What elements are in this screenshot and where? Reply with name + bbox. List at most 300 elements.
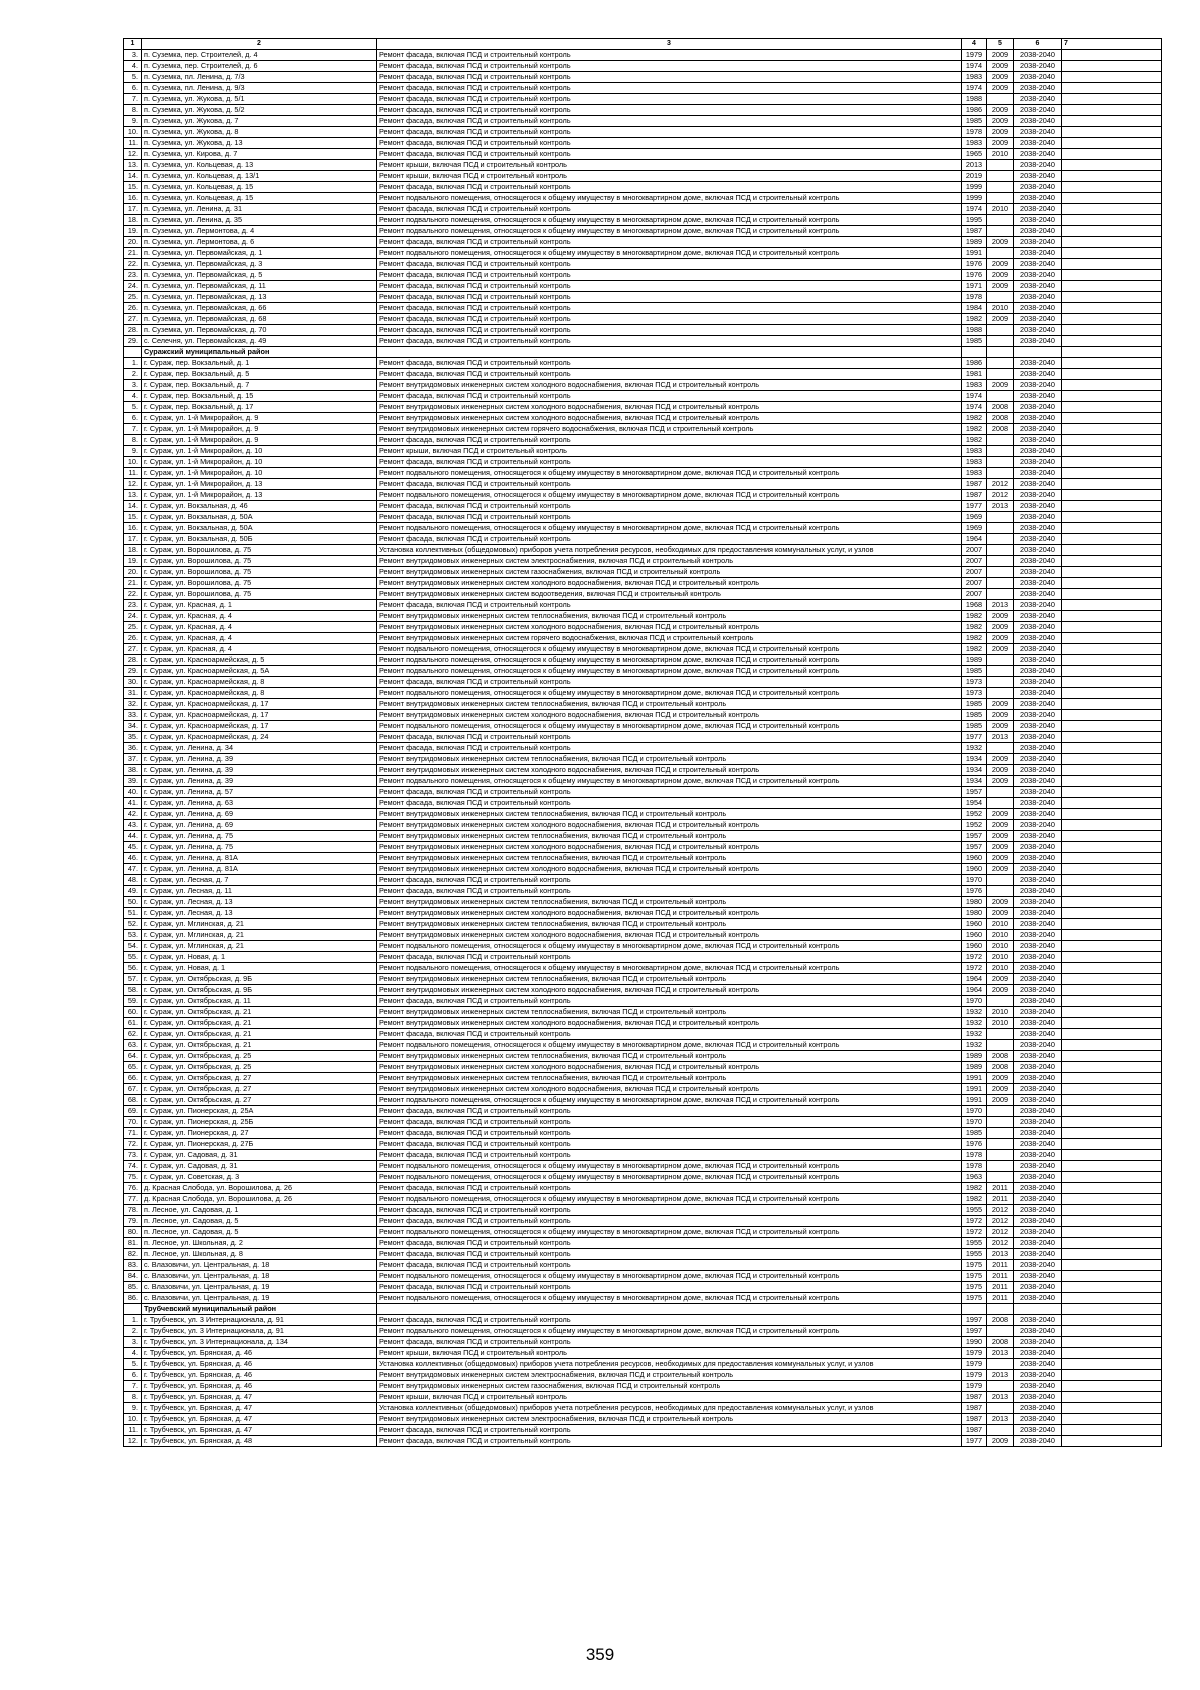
row-number-cell: 10.: [124, 1414, 142, 1425]
table-row: [124, 721, 1162, 732]
table-row: [124, 1172, 1162, 1183]
table-row: [124, 875, 1162, 886]
year-built-cell: 1983: [962, 457, 987, 468]
table-row: [124, 1040, 1162, 1051]
year-last-repair-cell: 2009: [987, 864, 1014, 875]
header-col-5: 5: [987, 39, 1014, 50]
planned-period-cell: 2038-2040: [1014, 50, 1062, 61]
row-number-cell: 11.: [124, 468, 142, 479]
year-last-repair-cell: 2009: [987, 259, 1014, 270]
address-cell: г. Сураж, ул. Садовая, д. 31: [142, 1150, 377, 1161]
address-cell: г. Сураж, ул. Красноармейская, д. 5: [142, 655, 377, 666]
empty-col-7-cell: [1062, 446, 1162, 457]
address-cell: г. Сураж, пер. Вокзальный, д. 7: [142, 380, 377, 391]
work-type-cell: Ремонт фасада, включая ПСД и строительный контроль: [377, 325, 962, 336]
table-row: [124, 897, 1162, 908]
table-row: [124, 1260, 1162, 1271]
empty-col-7-cell: [1062, 61, 1162, 72]
year-last-repair-cell: [987, 292, 1014, 303]
year-last-repair-cell: 2012: [987, 1205, 1014, 1216]
row-number-cell: 17.: [124, 534, 142, 545]
planned-period-cell: 2038-2040: [1014, 776, 1062, 787]
year-built-cell: 1972: [962, 963, 987, 974]
year-last-repair-cell: 2009: [987, 644, 1014, 655]
address-cell: г. Сураж, ул. Красноармейская, д. 17: [142, 710, 377, 721]
year-last-repair-cell: 2013: [987, 600, 1014, 611]
empty-col-7-cell: [1062, 1018, 1162, 1029]
page-number: 359: [585, 1645, 615, 1664]
year-last-repair-cell: [987, 886, 1014, 897]
work-type-cell: Ремонт подвального помещения, относящегося к общему имуществу в многоквартирном доме, включая ПСД и строительный контроль: [377, 941, 962, 952]
year-built-cell: 1985: [962, 666, 987, 677]
planned-period-cell: 2038-2040: [1014, 193, 1062, 204]
row-number-cell: 19.: [124, 226, 142, 237]
year-last-repair-cell: 2012: [987, 490, 1014, 501]
empty-col-7-cell: [1062, 996, 1162, 1007]
planned-period-cell: 2038-2040: [1014, 1315, 1062, 1326]
planned-period-cell: 2038-2040: [1014, 1403, 1062, 1414]
empty-col-7-cell: [1062, 776, 1162, 787]
year-last-repair-cell: [987, 446, 1014, 457]
empty-col-7-cell: [1062, 171, 1162, 182]
year-last-repair-cell: [987, 171, 1014, 182]
year-last-repair-cell: 2009: [987, 116, 1014, 127]
row-number-cell: 6.: [124, 83, 142, 94]
table-row: [124, 303, 1162, 314]
table-row: [124, 633, 1162, 644]
row-number-cell: 29.: [124, 336, 142, 347]
table-row: [124, 523, 1162, 534]
planned-period-cell: 2038-2040: [1014, 1051, 1062, 1062]
year-last-repair-cell: [987, 1106, 1014, 1117]
table-row: [124, 61, 1162, 72]
year-last-repair-cell: 2012: [987, 1216, 1014, 1227]
empty-col-7-cell: [1062, 1271, 1162, 1282]
year-last-repair-cell: 2009: [987, 72, 1014, 83]
planned-period-cell: 2038-2040: [1014, 908, 1062, 919]
row-number-cell: 10.: [124, 127, 142, 138]
address-cell: г. Сураж, ул. Новая, д. 1: [142, 963, 377, 974]
row-number-cell: 81.: [124, 1238, 142, 1249]
year-built-cell: 1975: [962, 1260, 987, 1271]
planned-period-cell: 2038-2040: [1014, 1062, 1062, 1073]
row-number-cell: 34.: [124, 721, 142, 732]
planned-period-cell: 2038-2040: [1014, 996, 1062, 1007]
year-built-cell: 1985: [962, 710, 987, 721]
empty-col-7-cell: [1062, 1183, 1162, 1194]
year-last-repair-cell: 2009: [987, 50, 1014, 61]
year-built-cell: 1974: [962, 83, 987, 94]
year-built-cell: 1985: [962, 721, 987, 732]
address-cell: д. Красная Слобода, ул. Ворошилова, д. 26: [142, 1183, 377, 1194]
planned-period-cell: 2038-2040: [1014, 1425, 1062, 1436]
year-built-cell: 1982: [962, 314, 987, 325]
year-built-cell: 1979: [962, 1370, 987, 1381]
address-cell: п. Лесное, ул. Садовая, д. 1: [142, 1205, 377, 1216]
table-row: [124, 1425, 1162, 1436]
work-type-cell: Ремонт внутридомовых инженерных систем теплоснабжения, включая ПСД и строительный контроль: [377, 853, 962, 864]
year-last-repair-cell: [987, 1040, 1014, 1051]
table-row: [124, 1249, 1162, 1260]
empty-col-7-cell: [1062, 424, 1162, 435]
year-built-cell: 1934: [962, 765, 987, 776]
row-number-cell: 36.: [124, 743, 142, 754]
year-last-repair-cell: 2009: [987, 270, 1014, 281]
year-last-repair-cell: [987, 391, 1014, 402]
year-built-cell: 1979: [962, 50, 987, 61]
table-header: [124, 39, 1162, 50]
table-row: [124, 193, 1162, 204]
work-type-cell: Ремонт фасада, включая ПСД и строительный контроль: [377, 1337, 962, 1348]
year-built-cell: 1989: [962, 1051, 987, 1062]
table-row: [124, 1315, 1162, 1326]
table-row: [124, 83, 1162, 94]
table-row: [124, 688, 1162, 699]
row-number-cell: 8.: [124, 105, 142, 116]
empty-col-7-cell: [1062, 325, 1162, 336]
empty-col-7-cell: [1062, 1315, 1162, 1326]
table-row: [124, 589, 1162, 600]
table-row: [124, 1183, 1162, 1194]
year-last-repair-cell: [987, 160, 1014, 171]
work-type-cell: Ремонт внутридомовых инженерных систем теплоснабжения, включая ПСД и строительный контроль: [377, 611, 962, 622]
work-type-cell: Ремонт фасада, включая ПСД и строительный контроль: [377, 1029, 962, 1040]
row-number-cell: 43.: [124, 820, 142, 831]
year-built-cell: 1969: [962, 512, 987, 523]
work-type-cell: Ремонт внутридомовых инженерных систем электроснабжения, включая ПСД и строительный контроль: [377, 1414, 962, 1425]
empty-col-7-cell: [1062, 930, 1162, 941]
year-last-repair-cell: 2009: [987, 908, 1014, 919]
planned-period-cell: 2038-2040: [1014, 589, 1062, 600]
table-row: [124, 138, 1162, 149]
year-last-repair-cell: [987, 534, 1014, 545]
empty-col-7-cell: [1062, 1040, 1162, 1051]
year-last-repair-cell: 2009: [987, 83, 1014, 94]
address-cell: п. Суземка, ул. Ленина, д. 31: [142, 204, 377, 215]
address-cell: г. Сураж, ул. Ленина, д. 39: [142, 754, 377, 765]
empty-col-7-cell: [1062, 1238, 1162, 1249]
year-last-repair-cell: 2013: [987, 1370, 1014, 1381]
address-cell: г. Сураж, ул. Красноармейская, д. 24: [142, 732, 377, 743]
planned-period-cell: 2038-2040: [1014, 314, 1062, 325]
table-row: [124, 567, 1162, 578]
empty-col-7-cell: [1062, 1029, 1162, 1040]
row-number-cell: 3.: [124, 50, 142, 61]
year-last-repair-cell: [987, 545, 1014, 556]
year-last-repair-cell: [987, 512, 1014, 523]
row-number-cell: 79.: [124, 1216, 142, 1227]
year-built-cell: 1995: [962, 215, 987, 226]
year-last-repair-cell: 2009: [987, 974, 1014, 985]
planned-period-cell: 2038-2040: [1014, 1337, 1062, 1348]
address-cell: г. Трубчевск, ул. 3 Интернационала, д. 91: [142, 1315, 377, 1326]
work-type-cell: Ремонт внутридомовых инженерных систем холодного водоснабжения, включая ПСД и строительный контроль: [377, 413, 962, 424]
planned-period-cell: [1014, 1304, 1062, 1315]
year-built-cell: 1973: [962, 677, 987, 688]
planned-period-cell: 2038-2040: [1014, 974, 1062, 985]
work-type-cell: [377, 1304, 962, 1315]
year-last-repair-cell: [987, 215, 1014, 226]
planned-period-cell: 2038-2040: [1014, 270, 1062, 281]
table-row: [124, 1018, 1162, 1029]
planned-period-cell: 2038-2040: [1014, 732, 1062, 743]
planned-period-cell: 2038-2040: [1014, 842, 1062, 853]
planned-period-cell: 2038-2040: [1014, 160, 1062, 171]
address-cell: п. Суземка, пл. Ленина, д. 9/3: [142, 83, 377, 94]
empty-col-7-cell: [1062, 1150, 1162, 1161]
work-type-cell: Ремонт внутридомовых инженерных систем теплоснабжения, включая ПСД и строительный контроль: [377, 754, 962, 765]
empty-col-7-cell: [1062, 259, 1162, 270]
register-sheet: [123, 38, 1161, 1447]
work-type-cell: Ремонт фасада, включая ПСД и строительный контроль: [377, 314, 962, 325]
table-row: [124, 798, 1162, 809]
work-type-cell: Ремонт фасада, включая ПСД и строительный контроль: [377, 1425, 962, 1436]
row-number-cell: 42.: [124, 809, 142, 820]
year-last-repair-cell: [987, 875, 1014, 886]
row-number-cell: 7.: [124, 1381, 142, 1392]
table-row: [124, 270, 1162, 281]
planned-period-cell: 2038-2040: [1014, 864, 1062, 875]
address-cell: г. Сураж, ул. Красноармейская, д. 17: [142, 721, 377, 732]
row-number-cell: 13.: [124, 160, 142, 171]
table-row: [124, 1359, 1162, 1370]
year-built-cell: 1987: [962, 490, 987, 501]
empty-col-7-cell: [1062, 1337, 1162, 1348]
planned-period-cell: 2038-2040: [1014, 1381, 1062, 1392]
year-last-repair-cell: 2013: [987, 732, 1014, 743]
row-number-cell: 18.: [124, 545, 142, 556]
table-row: [124, 490, 1162, 501]
year-last-repair-cell: [987, 1304, 1014, 1315]
year-built-cell: 1983: [962, 72, 987, 83]
year-built-cell: 2007: [962, 567, 987, 578]
year-built-cell: 1957: [962, 831, 987, 842]
table-row: [124, 732, 1162, 743]
row-number-cell: 27.: [124, 644, 142, 655]
address-cell: г. Трубчевск, ул. Брянская, д. 46: [142, 1348, 377, 1359]
work-type-cell: Ремонт фасада, включая ПСД и строительный контроль: [377, 72, 962, 83]
address-cell: п. Суземка, ул. Лермонтова, д. 4: [142, 226, 377, 237]
row-number-cell: 28.: [124, 325, 142, 336]
row-number-cell: 5.: [124, 402, 142, 413]
work-type-cell: Ремонт внутридомовых инженерных систем холодного водоснабжения, включая ПСД и строительный контроль: [377, 985, 962, 996]
year-built-cell: 1999: [962, 193, 987, 204]
empty-col-7-cell: [1062, 1370, 1162, 1381]
address-cell: п. Суземка, пл. Ленина, д. 7/3: [142, 72, 377, 83]
work-type-cell: Ремонт внутридомовых инженерных систем теплоснабжения, включая ПСД и строительный контроль: [377, 919, 962, 930]
empty-col-7-cell: [1062, 1172, 1162, 1183]
table-row: [124, 105, 1162, 116]
work-type-cell: Ремонт фасада, включая ПСД и строительный контроль: [377, 1216, 962, 1227]
planned-period-cell: 2038-2040: [1014, 1073, 1062, 1084]
empty-col-7-cell: [1062, 215, 1162, 226]
address-cell: п. Лесное, ул. Садовая, д. 5: [142, 1216, 377, 1227]
work-type-cell: Ремонт внутридомовых инженерных систем теплоснабжения, включая ПСД и строительный контроль: [377, 809, 962, 820]
empty-col-7-cell: [1062, 1007, 1162, 1018]
table-row: [124, 1282, 1162, 1293]
address-cell: г. Сураж, ул. 1-й Микрорайон, д. 13: [142, 490, 377, 501]
table-row: [124, 1106, 1162, 1117]
year-last-repair-cell: 2011: [987, 1282, 1014, 1293]
address-cell: г. Сураж, пер. Вокзальный, д. 17: [142, 402, 377, 413]
empty-col-7-cell: [1062, 413, 1162, 424]
empty-col-7-cell: [1062, 457, 1162, 468]
table-row: [124, 1062, 1162, 1073]
work-type-cell: Ремонт крыши, включая ПСД и строительный контроль: [377, 160, 962, 171]
address-cell: г. Сураж, ул. Вокзальная, д. 46: [142, 501, 377, 512]
planned-period-cell: 2038-2040: [1014, 699, 1062, 710]
planned-period-cell: 2038-2040: [1014, 1139, 1062, 1150]
address-cell: г. Сураж, ул. Красноармейская, д. 5А: [142, 666, 377, 677]
table-row: [124, 94, 1162, 105]
table-row: [124, 985, 1162, 996]
year-last-repair-cell: [987, 743, 1014, 754]
year-built-cell: 1989: [962, 1062, 987, 1073]
table-row: [124, 666, 1162, 677]
row-number-cell: 61.: [124, 1018, 142, 1029]
year-last-repair-cell: [987, 1326, 1014, 1337]
year-built-cell: 1934: [962, 776, 987, 787]
table-row: [124, 116, 1162, 127]
year-last-repair-cell: 2011: [987, 1260, 1014, 1271]
work-type-cell: Ремонт фасада, включая ПСД и строительный контроль: [377, 1139, 962, 1150]
year-built-cell: 1982: [962, 622, 987, 633]
work-type-cell: Ремонт фасада, включая ПСД и строительный контроль: [377, 875, 962, 886]
year-built-cell: 1997: [962, 1326, 987, 1337]
empty-col-7-cell: [1062, 1249, 1162, 1260]
table-row: [124, 1139, 1162, 1150]
year-last-repair-cell: [987, 193, 1014, 204]
planned-period-cell: 2038-2040: [1014, 1293, 1062, 1304]
row-number-cell: 66.: [124, 1073, 142, 1084]
work-type-cell: Ремонт внутридомовых инженерных систем теплоснабжения, включая ПСД и строительный контроль: [377, 974, 962, 985]
work-type-cell: Ремонт внутридомовых инженерных систем холодного водоснабжения, включая ПСД и строительный контроль: [377, 622, 962, 633]
row-number-cell: 23.: [124, 600, 142, 611]
table-row: [124, 1073, 1162, 1084]
table-row: [124, 182, 1162, 193]
work-type-cell: Ремонт фасада, включая ПСД и строительный контроль: [377, 358, 962, 369]
work-type-cell: Ремонт подвального помещения, относящегося к общему имуществу в многоквартирном доме, включая ПСД и строительный контроль: [377, 1326, 962, 1337]
year-built-cell: 1960: [962, 919, 987, 930]
table-row: [124, 787, 1162, 798]
year-last-repair-cell: [987, 358, 1014, 369]
year-last-repair-cell: 2011: [987, 1183, 1014, 1194]
year-last-repair-cell: 2010: [987, 941, 1014, 952]
year-built-cell: 1986: [962, 358, 987, 369]
table-row: [124, 831, 1162, 842]
empty-col-7-cell: [1062, 1084, 1162, 1095]
year-last-repair-cell: [987, 226, 1014, 237]
year-built-cell: 1984: [962, 303, 987, 314]
address-cell: д. Красная Слобода, ул. Ворошилова, д. 26: [142, 1194, 377, 1205]
empty-col-7-cell: [1062, 479, 1162, 490]
empty-col-7-cell: [1062, 743, 1162, 754]
year-last-repair-cell: 2009: [987, 853, 1014, 864]
address-cell: г. Сураж, ул. Советская, д. 3: [142, 1172, 377, 1183]
empty-col-7-cell: [1062, 358, 1162, 369]
planned-period-cell: 2038-2040: [1014, 875, 1062, 886]
planned-period-cell: 2038-2040: [1014, 578, 1062, 589]
year-built-cell: 1983: [962, 468, 987, 479]
table-row: [124, 1150, 1162, 1161]
row-number-cell: 21.: [124, 578, 142, 589]
address-cell: г. Сураж, ул. Октябрьская, д. 25: [142, 1051, 377, 1062]
empty-col-7-cell: [1062, 490, 1162, 501]
empty-col-7-cell: [1062, 831, 1162, 842]
address-cell: п. Лесное, ул. Садовая, д. 5: [142, 1227, 377, 1238]
year-built-cell: 1990: [962, 1337, 987, 1348]
planned-period-cell: 2038-2040: [1014, 1216, 1062, 1227]
table-row: [124, 204, 1162, 215]
work-type-cell: Ремонт подвального помещения, относящегося к общему имуществу в многоквартирном доме, включая ПСД и строительный контроль: [377, 248, 962, 259]
row-number-cell: 53.: [124, 930, 142, 941]
empty-col-7-cell: [1062, 611, 1162, 622]
year-last-repair-cell: [987, 787, 1014, 798]
year-built-cell: 1955: [962, 1238, 987, 1249]
empty-col-7-cell: [1062, 655, 1162, 666]
address-cell: г. Сураж, ул. Красноармейская, д. 8: [142, 677, 377, 688]
row-number-cell: 41.: [124, 798, 142, 809]
planned-period-cell: 2038-2040: [1014, 226, 1062, 237]
table-row: [124, 1128, 1162, 1139]
row-number-cell: 17.: [124, 204, 142, 215]
address-cell: г. Сураж, ул. 1-й Микрорайон, д. 10: [142, 457, 377, 468]
empty-col-7-cell: [1062, 226, 1162, 237]
work-type-cell: Установка коллективных (общедомовых) приборов учета потребления ресурсов, необходимых для предоставления коммунальных услуг, и узлов: [377, 1359, 962, 1370]
table-row: [124, 578, 1162, 589]
empty-col-7-cell: [1062, 1436, 1162, 1447]
empty-col-7-cell: [1062, 732, 1162, 743]
row-number-cell: 83.: [124, 1260, 142, 1271]
planned-period-cell: 2038-2040: [1014, 677, 1062, 688]
year-built-cell: 1982: [962, 611, 987, 622]
year-built-cell: 1973: [962, 688, 987, 699]
year-built-cell: 1975: [962, 1282, 987, 1293]
work-type-cell: Ремонт крыши, включая ПСД и строительный контроль: [377, 1348, 962, 1359]
empty-col-7-cell: [1062, 1403, 1162, 1414]
work-type-cell: Ремонт фасада, включая ПСД и строительный контроль: [377, 259, 962, 270]
empty-col-7-cell: [1062, 193, 1162, 204]
year-last-repair-cell: [987, 1359, 1014, 1370]
empty-col-7-cell: [1062, 1392, 1162, 1403]
work-type-cell: Ремонт фасада, включая ПСД и строительный контроль: [377, 292, 962, 303]
address-cell: г. Сураж, ул. Ленина, д. 39: [142, 765, 377, 776]
work-type-cell: Ремонт внутридомовых инженерных систем теплоснабжения, включая ПСД и строительный контроль: [377, 1073, 962, 1084]
work-type-cell: Ремонт подвального помещения, относящегося к общему имуществу в многоквартирном доме, включая ПСД и строительный контроль: [377, 655, 962, 666]
table-row: [124, 1216, 1162, 1227]
row-number-cell: 22.: [124, 589, 142, 600]
year-last-repair-cell: 2009: [987, 809, 1014, 820]
work-type-cell: Ремонт крыши, включая ПСД и строительный контроль: [377, 446, 962, 457]
year-built-cell: 1976: [962, 886, 987, 897]
year-built-cell: 1980: [962, 897, 987, 908]
year-last-repair-cell: 2008: [987, 1337, 1014, 1348]
planned-period-cell: 2038-2040: [1014, 512, 1062, 523]
table-row: [124, 325, 1162, 336]
year-last-repair-cell: 2008: [987, 402, 1014, 413]
table-row: [124, 699, 1162, 710]
address-cell: г. Сураж, ул. Октябрьская, д. 9Б: [142, 974, 377, 985]
row-number-cell: 16.: [124, 193, 142, 204]
address-cell: г. Сураж, ул. Лесная, д. 7: [142, 875, 377, 886]
year-last-repair-cell: [987, 1381, 1014, 1392]
planned-period-cell: 2038-2040: [1014, 83, 1062, 94]
row-number-cell: 73.: [124, 1150, 142, 1161]
row-number-cell: 45.: [124, 842, 142, 853]
planned-period-cell: 2038-2040: [1014, 1018, 1062, 1029]
empty-col-7-cell: [1062, 644, 1162, 655]
planned-period-cell: 2038-2040: [1014, 534, 1062, 545]
